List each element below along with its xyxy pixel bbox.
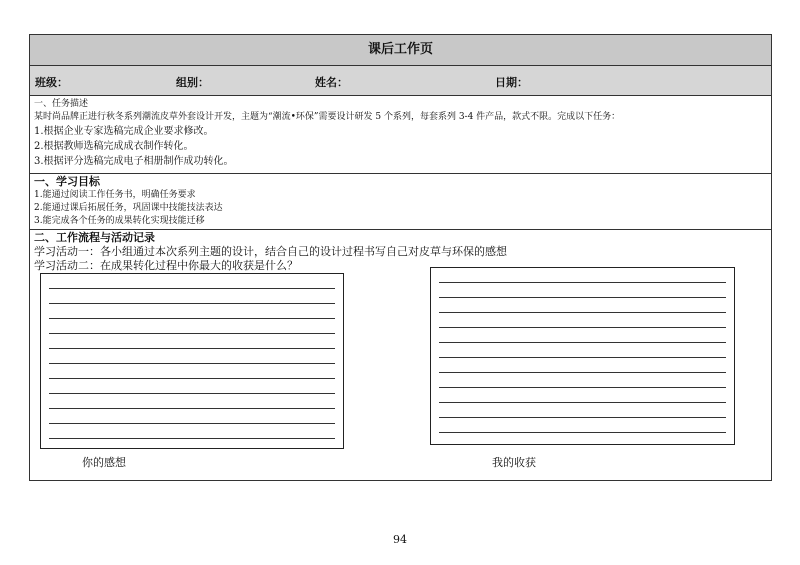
writing-line — [439, 312, 726, 313]
class-label: 班级： — [35, 76, 68, 89]
writing-line — [49, 333, 335, 334]
goals-heading: 一、学习目标 — [34, 175, 100, 188]
writing-line — [49, 378, 335, 379]
writing-line — [49, 438, 335, 439]
name-label: 姓名： — [315, 76, 348, 89]
reflection-caption: 你的感想 — [82, 456, 126, 469]
writing-line — [439, 342, 726, 343]
task-description-section — [30, 96, 771, 174]
goal-item: 2.能通过课后拓展任务，巩固课中技能技法表达 — [34, 203, 223, 213]
writing-line — [49, 393, 335, 394]
goal-item: 1.能通过阅读工作任务书，明确任务要求 — [34, 190, 196, 200]
writing-line — [439, 417, 726, 418]
page-number: 94 — [393, 533, 407, 546]
task-item: 3.根据评分选稿完成电子相册制作成功转化。 — [34, 156, 234, 167]
writing-line — [439, 387, 726, 388]
page-title: 课后工作页 — [30, 35, 771, 66]
writing-line — [439, 297, 726, 298]
workflow-heading: 二、工作流程与活动记录 — [34, 231, 155, 244]
writing-line — [49, 288, 335, 289]
writing-line — [49, 348, 335, 349]
gains-writing-box[interactable] — [430, 267, 735, 445]
learning-goals-section — [30, 174, 771, 230]
task-item: 2.根据教师选稿完成成衣制作转化。 — [34, 141, 194, 152]
writing-line — [439, 372, 726, 373]
task-intro: 某时尚品牌正进行秋冬系列潮流皮草外套设计开发，主题为“潮流•环保”需要设计研发 5 个系列，每套系列 3-4 件产品，款式不限。完成以下任务： — [34, 112, 621, 122]
task-heading: 一、任务描述 — [34, 99, 89, 109]
group-label: 组别： — [176, 76, 209, 89]
date-label: 日期： — [495, 76, 528, 89]
activity-two: 学习活动二：在成果转化过程中你最大的收获是什么？ — [34, 259, 298, 272]
reflection-writing-box[interactable] — [40, 273, 344, 449]
writing-line — [439, 432, 726, 433]
writing-line — [49, 363, 335, 364]
student-info-row — [30, 66, 771, 96]
gains-caption: 我的收获 — [492, 456, 536, 469]
writing-line — [49, 408, 335, 409]
writing-line — [439, 402, 726, 403]
task-item: 1.根据企业专家选稿完成企业要求修改。 — [34, 126, 214, 137]
writing-line — [49, 318, 335, 319]
goal-item: 3.能完成各个任务的成果转化实现技能迁移 — [34, 216, 205, 226]
activity-one: 学习活动一：各小组通过本次系列主题的设计，结合自己的设计过程书写自己对皮草与环保的感想 — [34, 245, 507, 258]
workflow-section — [30, 230, 771, 482]
writing-line — [439, 327, 726, 328]
writing-line — [49, 423, 335, 424]
worksheet-table — [29, 34, 772, 481]
writing-line — [439, 357, 726, 358]
writing-line — [49, 303, 335, 304]
writing-line — [439, 282, 726, 283]
